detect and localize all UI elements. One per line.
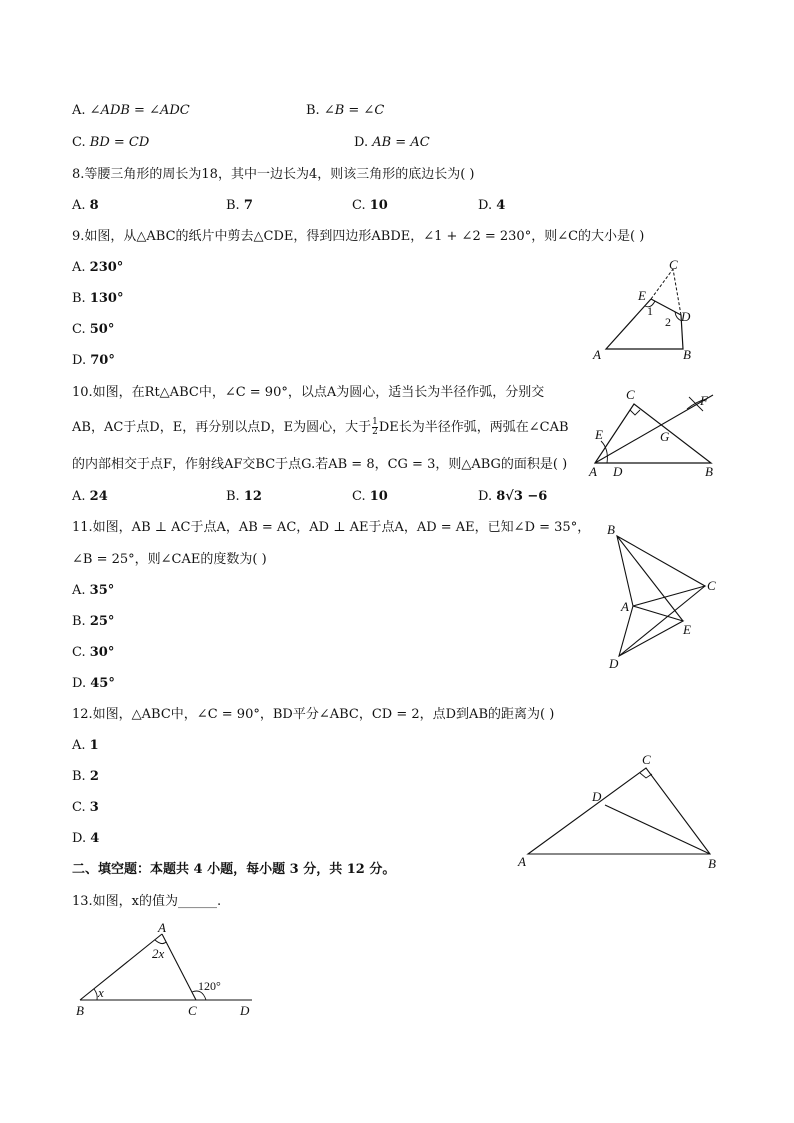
q10-fraction [372,418,378,437]
q12-bisector-bd [605,805,710,854]
option-value: 10 [369,198,388,213]
q12-option-a [72,737,99,755]
q8-option-b [226,197,253,215]
option-label: D. [478,198,493,213]
option-value: 130° [89,291,124,306]
q11-triangle-abc [617,536,705,606]
q13-line-ac [162,934,196,1000]
q10-right-angle-mark [630,410,640,415]
q11-option-d [72,675,115,693]
q9-label-a: A [593,347,601,362]
q10-label-b: B [705,464,713,479]
q11-option-b [72,613,114,631]
q8-option-a [72,197,99,215]
q9-dashed-ec [651,269,673,299]
option-label: D. [72,676,87,691]
option-value: 8 [89,198,99,213]
option-value: 1 [89,738,99,753]
option-value: 24 [89,489,108,504]
q10-line2-pre: AB，AC于点D，E，再分别以点D，E为圆心，大于 [72,420,372,435]
option-label: A. [72,489,86,504]
q13-label-2x: 2x [152,946,165,961]
q9-quad-edge [606,299,683,349]
q13-line-ab [80,934,162,1000]
q9-figure [585,255,705,365]
q10-line3: 的内部相交于点F，作射线AF交BC于点G.若AB = 8，CG = 3，则△ABG的面积是( ) [72,457,568,472]
q13-label-120: 120° [198,979,221,993]
option-label: D. [478,489,493,504]
q10-label-f: F [700,393,708,408]
option-label: C. [72,322,86,337]
q13-figure [70,920,260,1020]
q13-label-c: C [188,1003,197,1018]
q9-stem: 9.如图，从△ABC的纸片中剪去△CDE，得到四边形ABDE，∠1 + ∠2 = 230°，则∠C的大小是( ) [72,229,645,244]
q9-label-1: 1 [647,304,653,318]
q9-cut-edge [651,299,681,315]
q9-label-c: C [669,257,678,272]
q12-figure [510,750,730,875]
option-label: A. [72,198,86,213]
option-label: A. [72,738,86,753]
q10-option-b [226,488,262,506]
q10-line2 [72,418,569,437]
q8-option-d [478,197,505,215]
q7-option-d [354,134,430,152]
q11-label-d: D [609,656,619,671]
option-label: B. [226,198,240,213]
option-value: 25° [89,614,115,629]
q13-label-a: A [158,920,166,935]
q9-option-a [72,259,123,277]
fraction-denominator: 2 [372,427,378,437]
q10-line1: 10.如图，在Rt△ABC中，∠C = 90°，以点A为圆心，适当长为半径作弧，分别交 [72,385,545,400]
option-value: 45° [90,676,115,691]
section-2-title: 二、填空题：本题共 4 小题，每小题 3 分，共 12 分。 [72,862,396,877]
q12-label-d: D [592,789,602,804]
option-label: A. [72,260,86,275]
q12-label-b: B [708,856,716,871]
q13-label-x: x [98,985,104,1000]
q10-option-c [352,488,388,506]
q12-option-d [72,830,99,848]
option-label: A. [72,103,86,118]
q12-label-a: A [518,854,526,869]
q9-label-2: 2 [665,315,671,329]
q11-option-c [72,644,114,662]
q10-label-a: A [589,464,597,479]
option-value: 2 [89,769,99,784]
q12-option-c [72,799,99,817]
q10-figure [585,385,725,480]
q10-line2-post: DE长为半径作弧，两弧在∠CAB [378,420,569,435]
option-value: 50° [89,322,115,337]
q7-option-c [72,134,149,152]
q9-option-c [72,321,114,339]
q10-option-a [72,488,108,506]
option-value: 10 [369,489,388,504]
q10-triangle [595,404,711,463]
q9-option-b [72,290,123,308]
option-value: 30° [89,645,115,660]
option-value: AB = AC [372,135,430,150]
q9-label-e: E [638,288,646,303]
q13-arc-x [94,989,97,1000]
option-label: D. [72,831,87,846]
option-value: BD = CD [89,135,150,150]
q10-option-d [478,488,547,506]
option-value: 7 [243,198,253,213]
option-value: 12 [243,489,262,504]
q12-label-c: C [642,752,651,767]
q12-option-b [72,768,99,786]
option-value: ∠ADB = ∠ADC [89,103,190,118]
q10-ray-af [595,395,713,463]
option-value: 8√3 −6 [496,489,548,504]
option-label: D. [354,135,369,150]
option-label: B. [72,291,86,306]
q11-line1: 11.如图，AB ⊥ AC于点A，AB = AC，AD ⊥ AE于点A，AD = AE，已知∠D = 35°， [72,520,591,535]
option-label: C. [72,645,86,660]
option-value: 4 [90,831,100,846]
option-label: C. [72,800,86,815]
q12-stem: 12.如图，△ABC中，∠C = 90°，BD平分∠ABC，CD = 2，点D到AB的距离为( ) [72,707,555,722]
q13-label-d: D [240,1003,250,1018]
q11-label-a: A [621,599,629,614]
option-label: C. [72,135,86,150]
fraction-numerator: 1 [372,417,378,427]
option-value: ∠B = ∠C [323,103,385,118]
option-label: C. [352,489,366,504]
q9-label-b: B [683,347,691,362]
option-value: 70° [90,353,115,368]
option-value: 3 [89,800,99,815]
option-label: A. [72,583,86,598]
q9-option-d [72,352,115,370]
q13-stem: 13.如图，x的值为______. [72,894,222,909]
option-label: B. [306,103,320,118]
q11-label-c: C [707,578,716,593]
option-value: 4 [496,198,506,213]
q11-figure [595,518,725,673]
option-value: 230° [89,260,124,275]
q11-option-a [72,582,114,600]
q8-option-c [352,197,388,215]
option-label: B. [72,769,86,784]
q11-label-b: B [607,522,615,537]
option-label: B. [226,489,240,504]
q10-label-g: G [660,429,670,444]
q10-label-d: D [613,464,623,479]
option-label: D. [72,353,87,368]
q13-arc-2x [155,940,166,944]
q10-label-e: E [595,427,603,442]
q11-line2: ∠B = 25°，则∠CAE的度数为( ) [72,552,267,567]
option-value: 35° [89,583,115,598]
q7-option-a [72,102,190,120]
q11-label-e: E [683,622,691,637]
q8-stem: 8.等腰三角形的周长为18，其中一边长为4，则该三角形的底边长为( ) [72,167,475,182]
q11-line-dc [619,586,705,656]
q10-label-c: C [626,387,635,402]
option-label: B. [72,614,86,629]
q9-label-d: D [681,309,691,324]
option-label: C. [352,198,366,213]
q13-label-b: B [76,1003,84,1018]
q7-option-b [306,102,384,120]
q9-dashed-dc [673,269,681,315]
